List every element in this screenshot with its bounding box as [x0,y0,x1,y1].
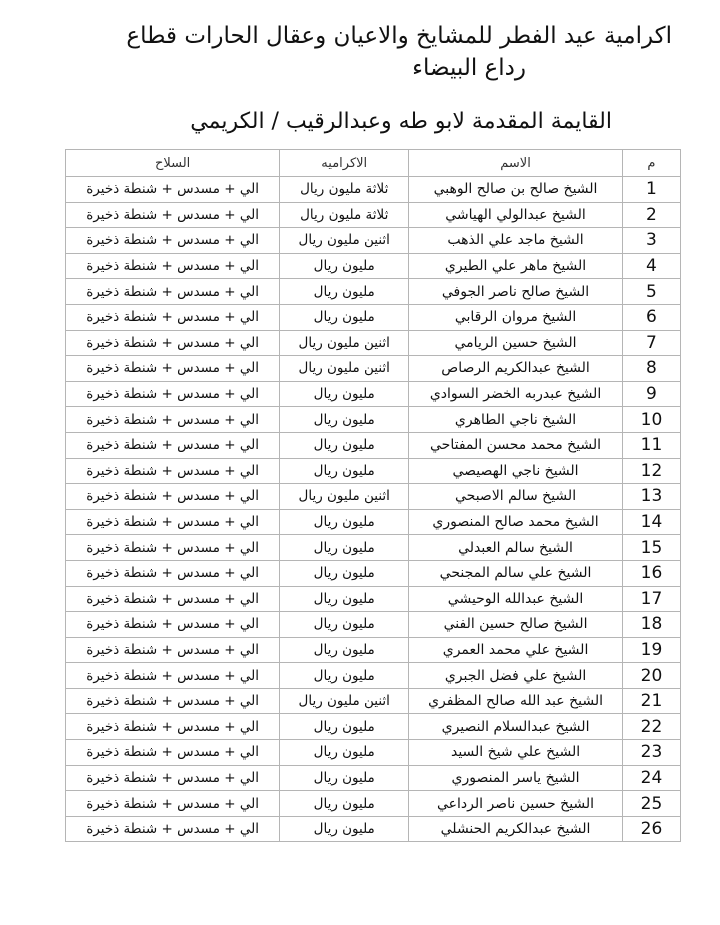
row-name: الشيخ عبد الله صالح المظفري [409,688,623,714]
row-number: 14 [622,509,680,535]
row-amount: مليون ريال [280,560,409,586]
row-name: الشيخ عبدالله الوحيشي [409,586,623,612]
row-number: 26 [622,816,680,842]
table-row [66,279,681,305]
row-number: 25 [622,791,680,817]
recipients-table [65,149,681,842]
table-row [66,484,681,510]
row-name: الشيخ مروان الرقابي [409,304,623,330]
row-amount: مليون ريال [280,381,409,407]
row-name: الشيخ علي فضل الجبري [409,663,623,689]
row-number: 13 [622,484,680,510]
row-weapon: الي + مسدس + شنطة ذخيرة [66,279,280,305]
column-header-weapon: السلاح [66,150,280,177]
table-row [66,740,681,766]
row-number: 4 [622,253,680,279]
row-amount: مليون ريال [280,740,409,766]
row-name: الشيخ علي شيخ السيد [409,740,623,766]
table-row [66,586,681,612]
row-name: الشيخ محمد صالح المنصوري [409,509,623,535]
row-name: الشيخ عبدربه الخضر السوادي [409,381,623,407]
row-weapon: الي + مسدس + شنطة ذخيرة [66,202,280,228]
row-number: 17 [622,586,680,612]
row-amount: مليون ريال [280,791,409,817]
row-amount: مليون ريال [280,714,409,740]
column-header-name: الاسم [409,150,623,177]
table-row [66,177,681,203]
row-name: الشيخ حسين الريامي [409,330,623,356]
row-weapon: الي + مسدس + شنطة ذخيرة [66,484,280,510]
table-row [66,304,681,330]
row-weapon: الي + مسدس + شنطة ذخيرة [66,663,280,689]
row-amount: مليون ريال [280,509,409,535]
row-number: 9 [622,381,680,407]
row-name: الشيخ ياسر المنصوري [409,765,623,791]
row-amount: مليون ريال [280,253,409,279]
row-weapon: الي + مسدس + شنطة ذخيرة [66,816,280,842]
row-weapon: الي + مسدس + شنطة ذخيرة [66,253,280,279]
row-weapon: الي + مسدس + شنطة ذخيرة [66,765,280,791]
row-number: 15 [622,535,680,561]
row-amount: مليون ريال [280,407,409,433]
row-name: الشيخ سالم الاصبحي [409,484,623,510]
column-header-number: م [622,150,680,177]
row-number: 6 [622,304,680,330]
row-name: الشيخ عبدالكريم الرصاص [409,356,623,382]
column-header-amount: الاكراميه [280,150,409,177]
row-weapon: الي + مسدس + شنطة ذخيرة [66,330,280,356]
row-number: 24 [622,765,680,791]
row-number: 23 [622,740,680,766]
table-row [66,612,681,638]
row-amount: اثنين مليون ريال [280,228,409,254]
row-weapon: الي + مسدس + شنطة ذخيرة [66,228,280,254]
document-title [52,20,672,84]
row-name: الشيخ محمد محسن المفتاحي [409,432,623,458]
table-body [66,177,681,842]
row-weapon: الي + مسدس + شنطة ذخيرة [66,356,280,382]
document-subtitle: القايمة المقدمة لابو طه وعبدالرقيب / الكريمي [190,109,612,134]
row-weapon: الي + مسدس + شنطة ذخيرة [66,407,280,433]
row-amount: مليون ريال [280,637,409,663]
row-amount: مليون ريال [280,279,409,305]
row-number: 5 [622,279,680,305]
table-row [66,535,681,561]
row-number: 19 [622,637,680,663]
table-row [66,253,681,279]
row-weapon: الي + مسدس + شنطة ذخيرة [66,432,280,458]
table-row [66,228,681,254]
row-name: الشيخ عبدالولي الهياشي [409,202,623,228]
row-number: 7 [622,330,680,356]
row-number: 12 [622,458,680,484]
row-amount: مليون ريال [280,458,409,484]
row-name: الشيخ عبدالكريم الحنشلي [409,816,623,842]
row-amount: مليون ريال [280,535,409,561]
row-name: الشيخ ماجد علي الذهب [409,228,623,254]
row-weapon: الي + مسدس + شنطة ذخيرة [66,740,280,766]
row-amount: اثنين مليون ريال [280,356,409,382]
row-amount: اثنين مليون ريال [280,330,409,356]
row-weapon: الي + مسدس + شنطة ذخيرة [66,688,280,714]
row-number: 2 [622,202,680,228]
title-line-1: اكرامية عيد الفطر للمشايخ والاعيان وعقال الحارات قطاع [126,23,672,49]
row-weapon: الي + مسدس + شنطة ذخيرة [66,560,280,586]
row-number: 16 [622,560,680,586]
row-number: 10 [622,407,680,433]
row-weapon: الي + مسدس + شنطة ذخيرة [66,177,280,203]
table-row [66,637,681,663]
row-amount: اثنين مليون ريال [280,688,409,714]
row-weapon: الي + مسدس + شنطة ذخيرة [66,586,280,612]
row-number: 22 [622,714,680,740]
row-name: الشيخ ناجي الهصيصي [409,458,623,484]
row-amount: مليون ريال [280,432,409,458]
row-amount: ثلاثة مليون ريال [280,202,409,228]
row-weapon: الي + مسدس + شنطة ذخيرة [66,304,280,330]
table-row [66,509,681,535]
row-name: الشيخ علي سالم المجنحي [409,560,623,586]
row-amount: اثنين مليون ريال [280,484,409,510]
row-name: الشيخ حسين ناصر الرداعي [409,791,623,817]
row-weapon: الي + مسدس + شنطة ذخيرة [66,791,280,817]
row-number: 8 [622,356,680,382]
row-number: 1 [622,177,680,203]
title-line-2: رداع البيضاء [412,55,526,81]
row-name: الشيخ علي محمد العمري [409,637,623,663]
row-number: 20 [622,663,680,689]
row-number: 21 [622,688,680,714]
row-amount: مليون ريال [280,612,409,638]
table-row [66,663,681,689]
table-row [66,765,681,791]
row-weapon: الي + مسدس + شنطة ذخيرة [66,509,280,535]
table-row [66,356,681,382]
row-name: الشيخ ماهر علي الطيري [409,253,623,279]
row-name: الشيخ عبدالسلام النصيري [409,714,623,740]
table-header-row [66,150,681,177]
row-number: 11 [622,432,680,458]
row-name: الشيخ ناجي الطاهري [409,407,623,433]
table-row [66,432,681,458]
row-weapon: الي + مسدس + شنطة ذخيرة [66,535,280,561]
row-name: الشيخ صالح بن صالح الوهبي [409,177,623,203]
table-row [66,458,681,484]
table-row [66,816,681,842]
row-amount: ثلاثة مليون ريال [280,177,409,203]
row-name: الشيخ صالح حسين الفني [409,612,623,638]
row-amount: مليون ريال [280,816,409,842]
table-row [66,714,681,740]
row-amount: مليون ريال [280,304,409,330]
row-weapon: الي + مسدس + شنطة ذخيرة [66,458,280,484]
row-amount: مليون ريال [280,663,409,689]
table-row [66,688,681,714]
row-amount: مليون ريال [280,765,409,791]
row-number: 3 [622,228,680,254]
table-row [66,560,681,586]
table-row [66,791,681,817]
row-weapon: الي + مسدس + شنطة ذخيرة [66,381,280,407]
row-weapon: الي + مسدس + شنطة ذخيرة [66,637,280,663]
table-row [66,407,681,433]
row-weapon: الي + مسدس + شنطة ذخيرة [66,612,280,638]
table-row [66,381,681,407]
table-row [66,202,681,228]
row-weapon: الي + مسدس + شنطة ذخيرة [66,714,280,740]
row-name: الشيخ صالح ناصر الجوفي [409,279,623,305]
row-number: 18 [622,612,680,638]
row-amount: مليون ريال [280,586,409,612]
table-row [66,330,681,356]
row-name: الشيخ سالم العبدلي [409,535,623,561]
